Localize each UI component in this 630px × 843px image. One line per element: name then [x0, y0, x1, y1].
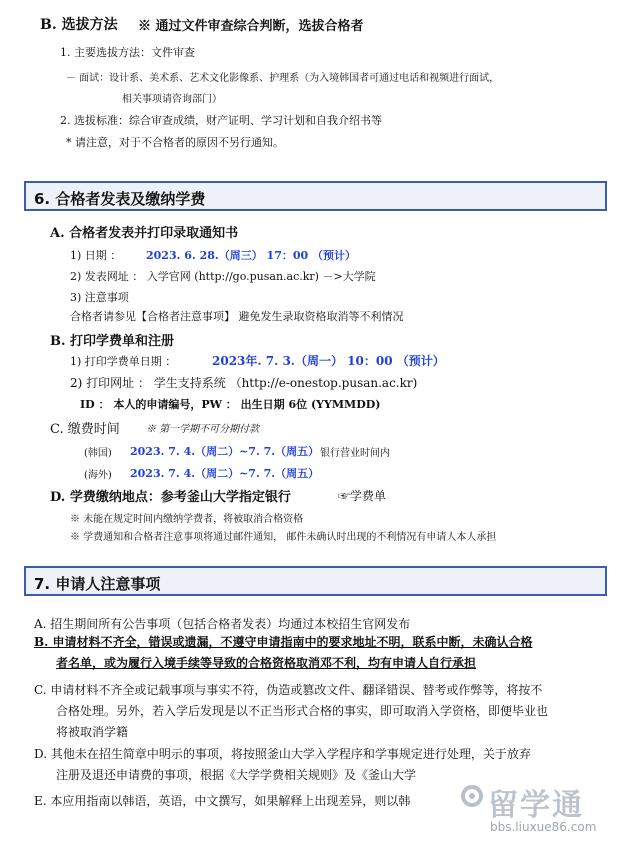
s6-a3-detail: 合格者请参见【合格者注意事项】 避免发生录取资格取消等不利情况	[70, 310, 404, 323]
s6-c2-label: (海外)	[84, 470, 112, 481]
s7-b-line2: 者名单，或为履行入境手续等导致的合格资格取消邓不利，均有申请人自行承担	[56, 656, 477, 670]
s6-c-note: ※ 第一学期不可分期付款	[146, 424, 260, 435]
section7-title: 7. 申请人注意事项	[34, 575, 161, 593]
s6-b1-value: 2023年. 7. 3.（周一） 10：00 （预计）	[212, 354, 445, 368]
s7-c-line3: 将被取消学籍	[56, 725, 129, 739]
section6-title: 6. 合格者发表及缴纳学费	[34, 190, 206, 208]
s6-b-id: ID ： 本人的申请编号，PW ： 出生日期 6位 (YYMMDD)	[80, 398, 381, 411]
section-b-note: ※ 通过文件审查综合判断，选拔合格者	[138, 19, 364, 34]
section-b-line1: 1. 主要选拔方法：文件审查	[60, 46, 195, 59]
s6-c1-note: 银行营业时间内	[320, 448, 390, 459]
s7-a: A. 招生期间所有公告事项（包括合格者发表）均通过本校招生官网发布	[34, 617, 411, 631]
s7-d-line1: D. 其他未在招生简章中明示的事项，将按照釜山大学入学程序和学事规定进行处理，关于放弃	[34, 747, 531, 761]
s6-d-note1: ※ 未能在规定时间内缴纳学费者，将被取消合格资格	[70, 514, 304, 525]
s7-c-line2: 合格处理。另外，若入学后发现是以不正当形式合格的事实，即可取消入学资格，即便毕业也	[56, 704, 549, 718]
s6-a2: 2) 发表网址 ： 入学官网 (http://go.pusan.ac.kr) －>大学院	[70, 270, 376, 283]
s6-c1-label: (韩国)	[84, 448, 112, 459]
s6-b2: 2) 打印网址 ： 学生支持系统 （http://e-onestop.pusan.ac.kr)	[70, 376, 418, 390]
section-b-heading: B. 选拔方法	[40, 17, 118, 33]
s7-b-line1: B. 申请材料不齐全，错误或遗漏，不遵守申请指南中的要求地址不明，联系中断，未确认合格	[34, 635, 533, 649]
watermark-url: bbs.liuxue86.com	[490, 820, 597, 834]
s6-a-title: A. 合格者发表并打印录取通知书	[50, 226, 239, 241]
s7-c	[34, 680, 624, 743]
s6-c2-value: 2023. 7. 4.（周二）~7. 7.（周五）	[130, 467, 320, 480]
section-b-line2a: － 面试：设计系、美术系、艺术文化影像系、护理系（为入境韩国者可通过电话和视频进行面试，	[66, 73, 500, 84]
s7-d-line2: 注册及退还申请费的事项，根据《大学学费相关规则》及《釜山大学	[56, 768, 417, 782]
s7-e: E. 本应用指南以韩语，英语，中文撰写，如果解释上出现差异，则以韩	[34, 794, 411, 808]
s6-b-title: B. 打印学费单和注册	[50, 334, 175, 349]
s7-b	[34, 632, 624, 674]
s6-a3: 3) 注意事项	[70, 291, 129, 304]
s6-b1-label: 1) 打印学费单日期 ：	[70, 355, 177, 368]
section6-header	[24, 181, 607, 211]
watermark-logo-text: 留学通	[488, 788, 584, 823]
s6-d-note2: ※ 学费通知和合格者注意事项将通过邮件通知， 邮件未确认时出现的不利情况有申请人本人承担	[70, 532, 497, 543]
s6-a1-label: 1) 日期 ：	[70, 249, 122, 262]
site-watermark	[452, 778, 630, 839]
section-b-line4: * 请注意，对于不合格者的原因不另行通知。	[66, 136, 284, 149]
section-b-line3: 2. 选拔标准：综合审查成绩，财产证明、学习计划和自我介绍书等	[60, 114, 382, 127]
s6-c-title: C. 缴费时间	[50, 422, 120, 437]
s6-d-title: D. 学费缴纳地点：参考釜山大学指定银行	[50, 490, 291, 505]
s6-d-hint: ☞学费单	[338, 489, 387, 503]
section7-header	[24, 566, 607, 596]
section-b-line2b: 相关事项请咨询部门）	[122, 94, 222, 105]
s6-a1-value: 2023. 6. 28.（周三） 17：00 （预计）	[146, 249, 356, 262]
s6-c1-value: 2023. 7. 4.（周二）~7. 7.（周五）	[130, 445, 320, 458]
s7-c-line1: C. 申请材料不齐全或记载事项与事实不符，伪造或篡改文件、翻译错误、替考或作弊等，将按不	[34, 683, 543, 697]
